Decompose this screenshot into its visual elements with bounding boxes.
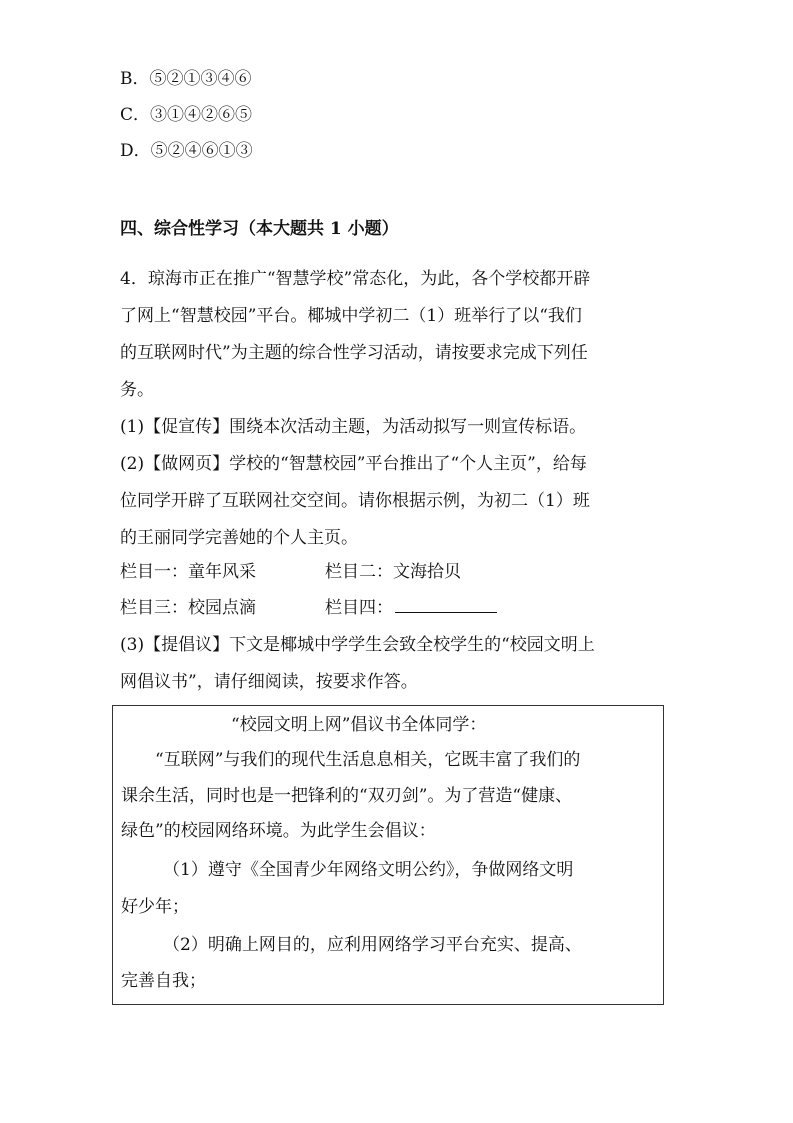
proposal-line: （1）遵守《全国青少年网络文明公约》，争做网络文明 <box>163 860 574 880</box>
option-label: C． <box>120 105 151 125</box>
question-line: 了网上“智慧校园”平台。椰城中学初二（1）班举行了以“我们 <box>120 306 582 326</box>
proposal-line: 绿色”的校园网络环境。为此学生会倡议： <box>121 821 436 841</box>
task-2-line: 的王丽同学完善她的个人主页。 <box>120 528 358 548</box>
option-label: D． <box>120 141 151 161</box>
proposal-line: （2）明确上网目的，应利用网络学习平台充实、提高、 <box>163 935 582 955</box>
proposal-line: “互联网”与我们的现代生活息息相关，它既丰富了我们的 <box>155 750 581 770</box>
option-d <box>120 140 253 162</box>
section-heading <box>120 218 399 240</box>
question-line: 务。 <box>120 380 154 400</box>
column-4 <box>325 597 497 619</box>
option-value: ③①④②⑥⑤ <box>150 105 253 125</box>
option-label: B． <box>120 69 150 89</box>
option-b <box>120 68 252 90</box>
section-note: （本大题共 1 小题） <box>239 219 399 239</box>
section-title: 四、综合性学习 <box>120 219 239 239</box>
proposal-line: 课余生活，同时也是一把锋利的“双刃剑”。为了营造“健康、 <box>121 786 573 806</box>
task-3-line: 网倡议书”，请仔细阅读，按要求作答。 <box>120 672 418 692</box>
column-4-label: 栏目四： <box>325 598 393 618</box>
task-2-line: (2)【做网页】学校的“智慧校园”平台推出了“个人主页”，给每 <box>120 454 587 474</box>
option-c <box>120 104 252 126</box>
task-1: (1)【促宣传】围绕本次活动主题，为活动拟写一则宣传标语。 <box>120 417 587 437</box>
question-line: 4．琼海市正在推广“智慧学校”常态化，为此，各个学校都开辟 <box>120 269 591 289</box>
answer-blank[interactable] <box>395 597 497 613</box>
task-3-line: (3)【提倡议】下文是椰城中学学生会致全校学生的“校园文明上 <box>120 635 595 655</box>
column-3: 栏目三：校园点滴 <box>120 598 256 618</box>
question-line: 的互联网时代”为主题的综合性学习活动，请按要求完成下列任 <box>120 343 588 363</box>
column-2: 栏目二：文海拾贝 <box>325 562 461 582</box>
proposal-line: 好少年； <box>121 897 189 917</box>
option-value: ⑤②④⑥①③ <box>150 141 253 161</box>
proposal-title: “校园文明上网”倡议书全体同学： <box>231 715 487 735</box>
column-1: 栏目一：童年风采 <box>120 562 256 582</box>
task-2-line: 位同学开辟了互联网社交空间。请你根据示例，为初二（1）班 <box>120 491 590 511</box>
proposal-box <box>112 705 664 1005</box>
proposal-line: 完善自我； <box>121 971 206 991</box>
option-value: ⑤②①③④⑥ <box>149 69 252 89</box>
